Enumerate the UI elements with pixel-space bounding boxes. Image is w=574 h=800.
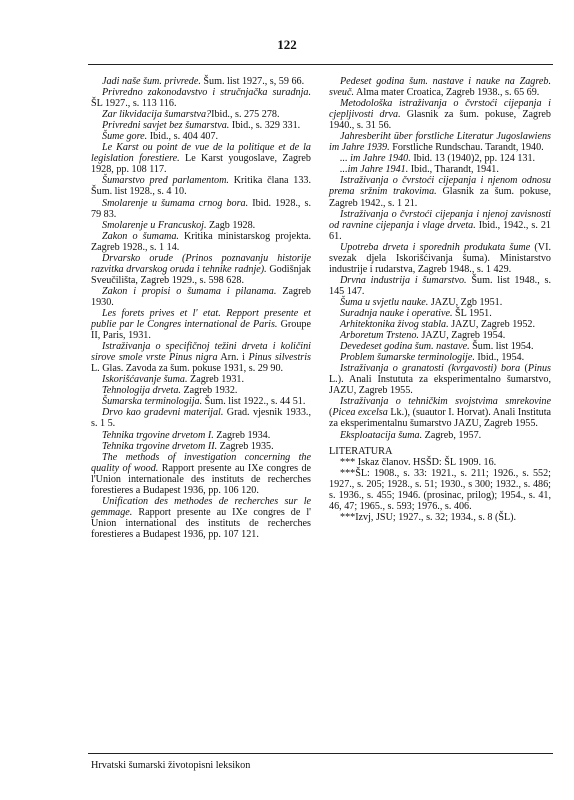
bibliography-entry — [329, 352, 551, 363]
bibliography-entry — [91, 120, 311, 131]
bibliography-entry — [329, 396, 551, 429]
entry-title: Zakon o šumama. — [102, 230, 179, 242]
literatura-entry: ***Izvj, JSU; 1927., s. 32; 1934., s. 8 (ŠL). — [340, 511, 517, 523]
entry-title: Metodološka istraživanja o čvrstoći cijepanja i cjepljivosti drva. — [329, 98, 551, 121]
entry-title: Zar likvidacija šumarstva? — [102, 109, 212, 121]
entry-title: Problem šumarske terminologije. — [340, 352, 475, 364]
entry-title-part: Pinus — [527, 363, 551, 375]
entry-details: Šum. list 1948., s. 145 147. — [329, 274, 552, 297]
page-footer: Hrvatski šumarski životopisni leksikon — [91, 760, 251, 771]
entry-title: Unification des methodes de recherches sur le gemmage. — [91, 495, 311, 518]
entry-title: Pedeset godina šum. nastave i nauke na Zagreb. sveuč. — [329, 76, 551, 99]
entry-title: Tehnika trgovine drvetom I. — [102, 429, 214, 441]
bibliography-entry — [329, 297, 551, 308]
entry-details: Zagreb, 1957. — [422, 429, 482, 441]
entry-details: Šum. list 1954. — [469, 341, 534, 353]
entry-details: Šum. list 1927., s, 59 66. — [200, 76, 305, 87]
entry-details: Forstliche Rundschau. Tarandt, 1940. — [389, 142, 544, 154]
entry-details: Glasnik za šum. pokuse, Zagreb 1942., s. 1 21. — [329, 186, 551, 209]
bibliography-entry — [91, 496, 311, 540]
right-column — [329, 76, 551, 523]
bibliography-entry — [329, 242, 551, 275]
bibliography-entry — [91, 198, 311, 220]
entry-title: Upotreba drveta i sporednih produkata šume — [340, 241, 531, 253]
entry-details: Ibid., 1942., s. 21 61. — [329, 219, 551, 242]
bibliography-entry — [91, 109, 311, 120]
entry-details: Ibid. 1928., s. 79 83. — [91, 197, 311, 220]
entry-details: Rapport presente au IXe congres de l'Union internationale des instituts de recherches forestieres a Budapest 1936, pp. 106 120. — [91, 462, 312, 496]
entry-title: Šume gore. — [102, 131, 148, 143]
entry-title: Smolarenje u Francuskoj. — [102, 219, 207, 231]
entry-title: Le Karst ou point de vue de la politique et de la legislation forestiere. — [91, 142, 311, 165]
bibliography-entry — [329, 430, 551, 441]
bibliography-entry — [91, 175, 311, 197]
entry-details: Le Karst yougoslave, Zagreb 1928, pp. 108 117. — [91, 153, 311, 176]
header-rule — [88, 64, 553, 65]
entry-details: Kritika ministarskog projekta. Zagreb 1928., s. 1 14. — [91, 230, 311, 253]
literatura-entry: *** Iskaz članov. HSŠD: ŠL 1909. 16. — [340, 456, 497, 468]
bibliography-entry — [91, 142, 311, 175]
entry-details: Ibid., s. 404 407. — [147, 131, 219, 143]
bibliography-entry — [91, 407, 311, 429]
entry-details-part: L. Glas. Zavoda za šum. pokuse 1931, s. 29 90. — [91, 363, 284, 375]
bibliography-entry — [91, 441, 311, 452]
entry-details: Ibid., s. 275 278. — [211, 109, 280, 121]
entry-title: Privredno zakonodavstvo i stručnjačka suradnja. — [102, 87, 311, 99]
entry-details: Ibid., Tharandt, 1941. — [408, 164, 499, 176]
entry-details: Alma mater Croatica, Zagreb 1938., s. 65 69. — [354, 87, 540, 99]
entry-title: Privredni savjet bez šumarstva. — [102, 120, 230, 132]
bibliography-entry — [329, 341, 551, 352]
entry-title: Šumarska terminologija. — [102, 396, 203, 408]
entry-title: Suradnja nauke i operative. — [340, 307, 453, 319]
bibliography-entry — [91, 374, 311, 385]
entry-details: JAZU, Zagreb 1952. — [448, 319, 535, 331]
bibliography-entry — [91, 87, 311, 109]
entry-title: Eksploatacija šuma. — [340, 429, 423, 441]
entry-title: Drvarsko orude (Prinos poznavanju historije razvitka drvarskog oruda i tehnike radnje). — [91, 252, 311, 275]
entry-title: Tehnologija drveta. — [102, 385, 181, 397]
entry-details: ( — [520, 363, 528, 375]
bibliography-entry — [329, 164, 551, 175]
entry-title: Istraživanja o tehničkim svojstvima smrekovine — [340, 396, 551, 408]
entry-title-part: Pinus silvestris — [248, 352, 311, 364]
entry-details: Groupe II, Paris, 1931. — [91, 319, 311, 342]
bibliography-entry — [329, 209, 551, 242]
bibliography-entry — [329, 308, 551, 319]
entry-title: Istraživanja o čvrstoći cijepanja i njenoj zavisnosti od ravnine cijepanja i vlage drveta. — [329, 208, 551, 231]
entry-details: Grad. vjesnik 1933., s. 1 5. — [91, 407, 311, 430]
entry-title: Jahresberiht über forstliche Literatur Jugoslawiens im Jahre 1939. — [329, 131, 551, 154]
entry-title: Devedeset godina šum. nastave. — [340, 341, 470, 353]
entry-title: Les forets prives et l' etat. Repport presente et publie par le Congres international de Paris. — [91, 307, 311, 331]
bibliography-entry — [91, 253, 311, 286]
literatura-heading: LITERATURA — [329, 445, 393, 457]
entry-details: Šum. list 1922., s. 44 51. — [202, 396, 306, 408]
entry-title: Iskorišćavanje šuma. — [102, 374, 188, 386]
bibliography-entry — [329, 275, 551, 297]
entry-title: ...im Jahre 1941. — [340, 164, 409, 176]
entry-title: Tehnika trgovine drvetom II. — [102, 440, 218, 452]
entry-details: Zagreb 1934. — [213, 429, 271, 441]
entry-details: JAZU, Zagreb 1954. — [418, 330, 506, 342]
entry-details: Kritika člana 133. Šum. list 1928., s. 4 10. — [91, 175, 311, 198]
entry-details: Ibid. 13 (1940)2, pp. 124 131. — [410, 153, 536, 165]
entry-details: Ibid., 1954. — [474, 352, 525, 364]
entry-details: Zagreb 1932. — [180, 385, 238, 397]
entry-details: Zagb 1928. — [206, 219, 256, 231]
bibliography-entry — [91, 231, 311, 253]
entry-title: Istraživanja o granatosti (kvrgavosti) bora — [340, 363, 521, 375]
entry-title-part: Picea excelsa — [332, 407, 388, 419]
entry-title: Drvo kao gradevni materijal. — [102, 407, 224, 419]
entry-title: Arboretum Trsteno. — [340, 330, 419, 342]
entry-details: JAZU, Zgb 1951. — [428, 296, 503, 308]
entry-details: Rapport presente au IXe congres de l' Union international des instituts de recherches forestieres a Budapest 1936, pp. 107 121. — [91, 506, 311, 540]
bibliography-entry — [91, 396, 311, 407]
footer-rule — [88, 753, 553, 754]
bibliography-entry — [329, 175, 551, 208]
entry-title: ... im Jahre 1940. — [340, 153, 411, 165]
left-column — [91, 76, 311, 540]
bibliography-entry — [329, 363, 551, 396]
entry-details: ŠL 1927., s. 113 116. — [91, 98, 177, 110]
bibliography-entry — [329, 76, 551, 98]
bibliography-entry — [91, 385, 311, 396]
entry-title: Zakon i propisi o šumama i pilanama. — [102, 285, 277, 297]
entry-title: Istraživanja o čvrstoći cijepanja i njenom odnosu prema sržnim trakovima. — [329, 175, 551, 198]
bibliography-entry — [91, 220, 311, 231]
bibliography-entry — [329, 153, 551, 164]
bibliography-entry — [91, 131, 311, 142]
entry-details: ŠL 1951. — [452, 307, 492, 319]
entry-details: Godišnjak Sveučilišta, Zagreb 1929., s. 598 628. — [91, 263, 311, 286]
bibliography-entry — [91, 430, 311, 441]
entry-title: Jadi naše šum. privrede. — [102, 76, 201, 87]
entry-details-part: Lk.), (suautor I. Horvat). Anali Instituta za eksperimentalnu šumarstvo JAZU, Zagreb 1955. — [329, 407, 552, 430]
bibliography-entry — [329, 98, 551, 131]
entry-details-part: L.). Anali Instututa za eksperimentalno šumarstvo, JAZU, Zagreb 1955. — [329, 374, 551, 397]
entry-details: Glasnik za šum. pokuse, Zagreb 1940., s. 31 56. — [329, 109, 551, 132]
entry-details: ( — [329, 407, 333, 419]
entry-title: Smolarenje u šumama crnog bora. — [102, 197, 249, 209]
bibliography-entry — [329, 131, 551, 153]
entry-title: Drvna industrija i šumarstvo. — [340, 274, 467, 286]
entry-title: Šuma u svjetlu nauke. — [340, 296, 429, 308]
entry-details: Zagreb 1935. — [217, 440, 274, 452]
page-number: 122 — [277, 37, 297, 52]
entry-details: Zagreb 1931. — [187, 374, 244, 386]
entry-title: The methods of investigation concerning the quality of wood. — [91, 451, 311, 474]
entry-details: (VI. svezak djela Iskorišćivanja šuma). Ministarstvo industrije i rudarstva, Zagreb 1948., s. 1 429. — [329, 241, 551, 275]
entry-title: Istraživanja o specifičnoj težini drveta i količini sirove smole vrste Pinus nigra — [91, 341, 311, 364]
bibliography-entry — [91, 76, 311, 87]
bibliography-entry — [91, 286, 311, 308]
entry-details: Arn. i — [217, 352, 249, 364]
right-bibliography — [329, 76, 551, 441]
literatura-entry: ***ŠL: 1908., s. 33: 1921., s. 211; 1926., s. 552; 1927., s. 205; 1928., s. 51; 1930., s 300; 1932., s. 486; s. 1936., s. 455; 1946. (prosinac, prilog); 1954., s. 41, 46, 47; 1965., s. 593; 1976., s. 406. — [329, 467, 551, 512]
entry-details: Ibid., s. 329 331. — [229, 120, 301, 132]
bibliography-entry — [329, 330, 551, 341]
entry-title: Arhitektonika živog stabla. — [340, 319, 449, 331]
literatura-list — [329, 457, 551, 523]
entry-title: Šumarstvo pred parlamentom. — [102, 175, 229, 187]
bibliography-entry — [329, 319, 551, 330]
bibliography-entry — [91, 341, 311, 374]
bibliography-entry — [91, 308, 311, 341]
entry-details: Zagreb 1930. — [91, 285, 311, 308]
bibliography-entry — [91, 452, 311, 496]
